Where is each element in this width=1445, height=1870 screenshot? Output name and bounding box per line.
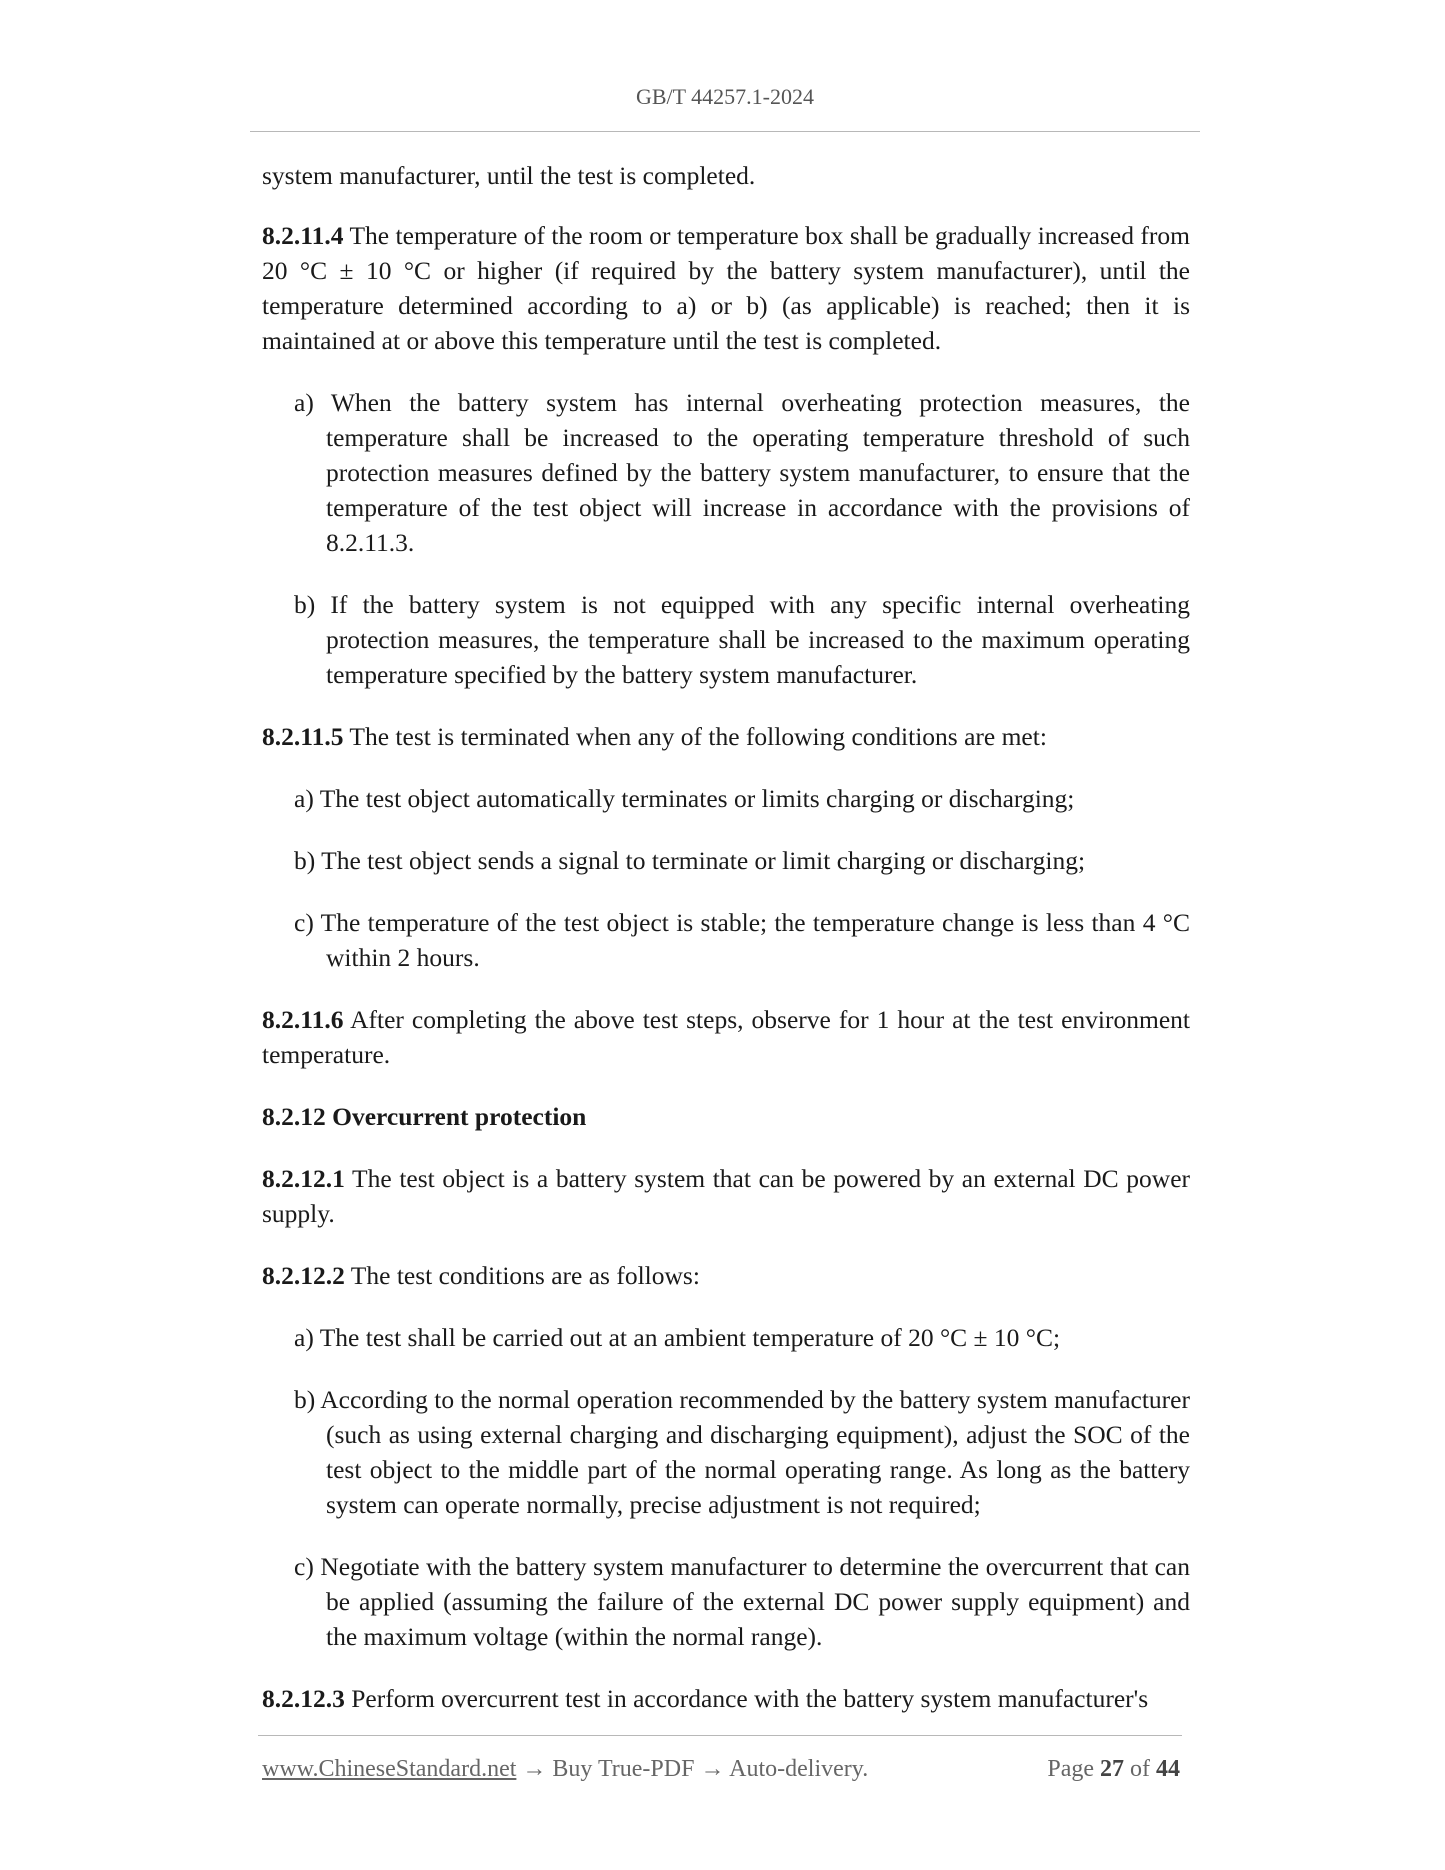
clause-number: 8.2.12.3 [262, 1684, 345, 1713]
footer-divider [258, 1735, 1182, 1736]
continuation-paragraph: system manufacturer, until the test is completed. [262, 161, 756, 190]
clause-8-2-12-2 [262, 1258, 1190, 1293]
list-item: b) According to the normal operation recommended by the battery system manufacturer (such as using external charging and discharging equipment), adjust the SOC of the test object to the middle part of the normal operating range. As long as the battery system can operate normally, precise adjustment is not required; [294, 1385, 1190, 1519]
clause-8-2-11-4 [262, 218, 1190, 358]
clause-text: Perform overcurrent test in accordance with the battery system manufacturer's [351, 1684, 1149, 1713]
clause-number: 8.2.11.6 [262, 1005, 344, 1034]
page-indicator [1047, 1754, 1180, 1784]
clause-text: The temperature of the room or temperature box shall be gradually increased from 20 °C ± 10 °C or higher (if required by the battery system manufacturer), until the temperature determined according to a) or b) (as applicable) is reached; then it is maintained at or above this temperature until the test is completed. [262, 221, 1190, 355]
auto-delivery-text: Auto-delivery. [729, 1756, 869, 1782]
list-item: c) Negotiate with the battery system manufacturer to determine the overcurrent that can be applied (assuming the failure of the external DC power supply equipment) and the maximum voltage (within the normal range). [294, 1552, 1190, 1651]
page-label: Page [1047, 1756, 1094, 1782]
clause-8-2-11-5 [262, 719, 1190, 754]
list-item: b) The test object sends a signal to terminate or limit charging or discharging; [294, 846, 1086, 875]
clause-text: The test is terminated when any of the following conditions are met: [349, 722, 1047, 751]
list-item: c) The temperature of the test object is stable; the temperature change is less than 4 °C within 2 hours. [294, 908, 1190, 972]
document-body [262, 158, 1190, 1743]
clause-text: The test conditions are as follows: [350, 1261, 700, 1290]
clause-8-2-12-3 [262, 1681, 1190, 1716]
of-label: of [1130, 1756, 1150, 1782]
website-link[interactable]: www.ChineseStandard.net [262, 1756, 517, 1782]
document-id-header: GB/T 44257.1-2024 [635, 84, 815, 109]
list-item: a) The test shall be carried out at an ambient temperature of 20 °C ± 10 °C; [294, 1323, 1061, 1352]
total-pages: 44 [1156, 1756, 1180, 1782]
header-divider [250, 131, 1200, 132]
buy-pdf-text: Buy True-PDF [552, 1756, 695, 1782]
list-item: b) If the battery system is not equipped with any specific internal overheating protection measures, the temperature shall be increased to the maximum operating temperature specified by the battery system manufacturer. [294, 590, 1190, 689]
clause-number: 8.2.11.4 [262, 221, 344, 250]
current-page-number: 27 [1100, 1756, 1124, 1782]
arrow-right-icon: → [700, 1756, 725, 1782]
clause-number: 8.2.12.2 [262, 1261, 345, 1290]
footer-promo [262, 1754, 868, 1784]
clause-8-2-12-1 [262, 1161, 1190, 1231]
list-item: a) When the battery system has internal overheating protection measures, the temperature shall be increased to the operating temperature threshold of such protection measures defined by the battery system manufacturer, to ensure that the temperature of the test object will increase in accordance with the provisions of 8.2.11.3. [294, 388, 1190, 557]
list-item: a) The test object automatically terminates or limits charging or discharging; [294, 784, 1075, 813]
clause-text: The test object is a battery system that can be powered by an external DC power supply. [262, 1164, 1191, 1228]
section-heading: 8.2.12 Overcurrent protection [262, 1102, 587, 1131]
clause-8-2-11-6 [262, 1002, 1190, 1072]
clause-number: 8.2.11.5 [262, 722, 344, 751]
clause-text: After completing the above test steps, observe for 1 hour at the test environment temperature. [262, 1005, 1190, 1069]
arrow-right-icon: → [522, 1756, 547, 1782]
clause-number: 8.2.12.1 [262, 1164, 345, 1193]
